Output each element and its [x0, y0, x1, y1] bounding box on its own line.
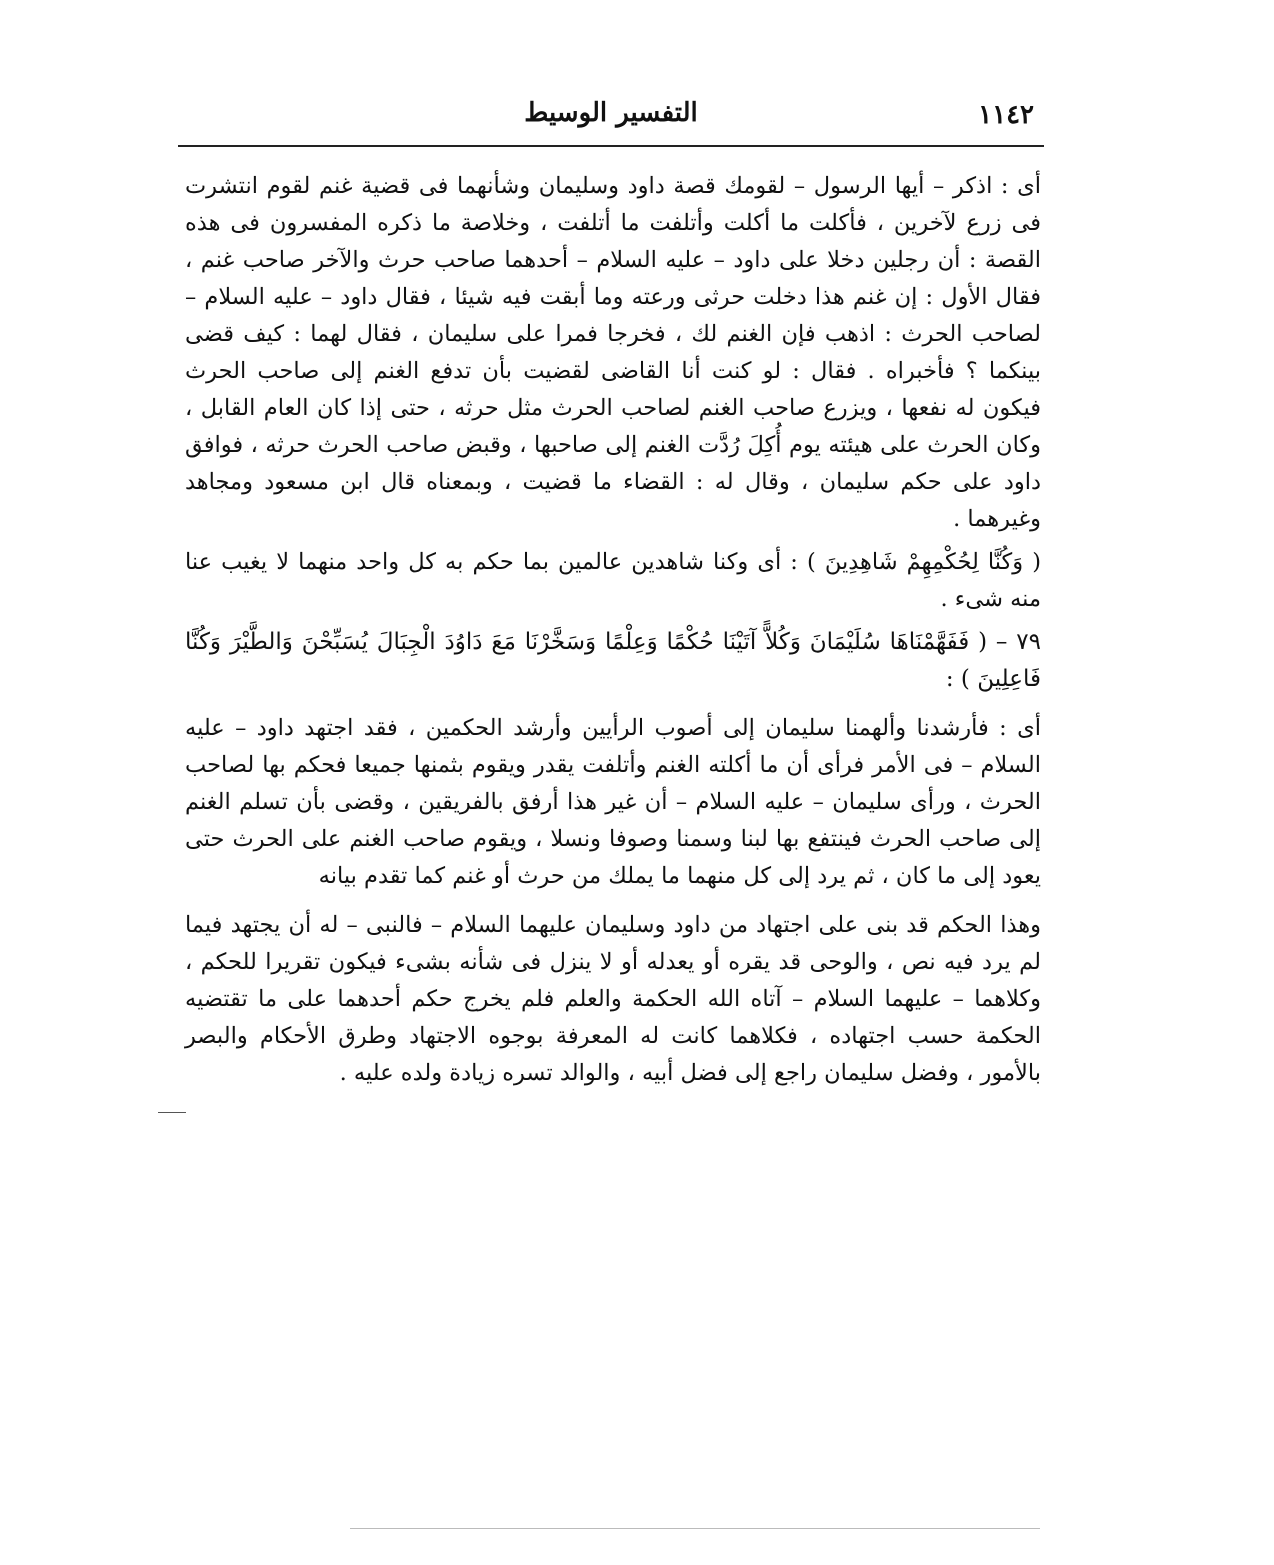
scan-margin-mark [158, 1112, 186, 1113]
page-header [180, 98, 1042, 142]
header-rule [178, 145, 1044, 147]
paragraph-ijtihad: وهذا الحكم قد بنى على اجتهاد من داود وسليمان عليهما السلام – فالنبى – له أن يجتهد فيما لم يرد فيه نص ، والوحى قد يقره أو يعدله أو لا ينزل فى شأنه بشىء فيكون تقريرا للحكم ، وكلاهما – عليهما السلام – آتاه الله الحكمة والعلم فلم يخرج حكم أحدهما على ما تقتضيه الحكمة حسب اجتهاده ، فكلاهما كانت له المعرفة بوجوه الاجتهاد وطرق الأحكام والبصر بالأمور ، وفضل سليمان راجع إلى فضل أبيه ، والوالد تسره زيادة ولده عليه . [185, 912, 1041, 1086]
paragraph-witnesses: ( وَكُنَّا لِحُكْمِهِمْ شَاهِدِينَ ) : أى وكنا شاهدين عالمين بما حكم به كل واحد منهما لا يغيب عنا منه شىء . [185, 549, 1041, 612]
running-title: التفسير الوسيط [524, 98, 698, 128]
footer-rule [350, 1528, 1040, 1529]
page-body [185, 168, 1041, 1092]
quran-verse-79: ٧٩ – ( فَفَهَّمْنَاهَا سُلَيْمَانَ وَكُلاًّ آتَيْنَا حُكْمًا وَعِلْمًا وَسَخَّرْنَا مَعَ دَاوُدَ الْجِبَالَ يُسَبِّحْنَ وَالطَّيْرَ وَكُنَّا فَاعِلِينَ ) : [185, 629, 1041, 692]
page-number: ١١٤٢ [978, 100, 1034, 130]
paragraph-story: أى : اذكر – أيها الرسول – لقومك قصة داود وسليمان وشأنهما فى قضية غنم لقوم انتشرت فى زرع لآخرين ، فأكلت ما أكلت وأتلفت ما أتلفت ، وخلاصة ما ذكره المفسرون فى هذه القصة : أن رجلين دخلا على داود – عليه السلام – أحدهما صاحب حرث والآخر صاحب غنم ، فقال الأول : إن غنم هذا دخلت حرثى ورعته وما أبقت فيه شيئا ، فقال داود – عليه السلام – لصاحب الحرث : اذهب فإن الغنم لك ، فخرجا فمرا على سليمان ، فقال لهما : كيف قضى بينكما ؟ فأخبراه . فقال : لو كنت أنا القاضى لقضيت بأن تدفع الغنم إلى صاحب الحرث فيكون له نفعها ، ويزرع صاحب الغنم لصاحب الحرث مثل حرثه ، حتى إذا كان العام القابل ، وكان الحرث على هيئته يوم أُكِلَ رُدَّت الغنم إلى صاحبها ، وقبض صاحب الحرث حرثه ، فوافق داود على حكم سليمان ، وقال له : القضاء ما قضيت ، وبمعناه قال ابن مسعود ومجاهد وغيرهما . [185, 173, 1041, 532]
paragraph-judgement: أى : فأرشدنا وألهمنا سليمان إلى أصوب الرأيين وأرشد الحكمين ، فقد اجتهد داود – عليه السلام – فى الأمر فرأى أن ما أكلته الغنم وأتلفت يقدر ويقوم بثمنها جميعا فحكم بها لصاحب الحرث ، ورأى سليمان – عليه السلام – أن غير هذا أرفق بالفريقين ، وقضى بأن تسلم الغنم إلى صاحب الحرث فينتفع بها لبنا وسمنا وصوفا ونسلا ، ويقوم صاحب الغنم على الحرث حتى يعود إلى ما كان ، ثم يرد إلى كل منهما ما يملك من حرث أو غنم كما تقدم بيانه [185, 715, 1041, 889]
